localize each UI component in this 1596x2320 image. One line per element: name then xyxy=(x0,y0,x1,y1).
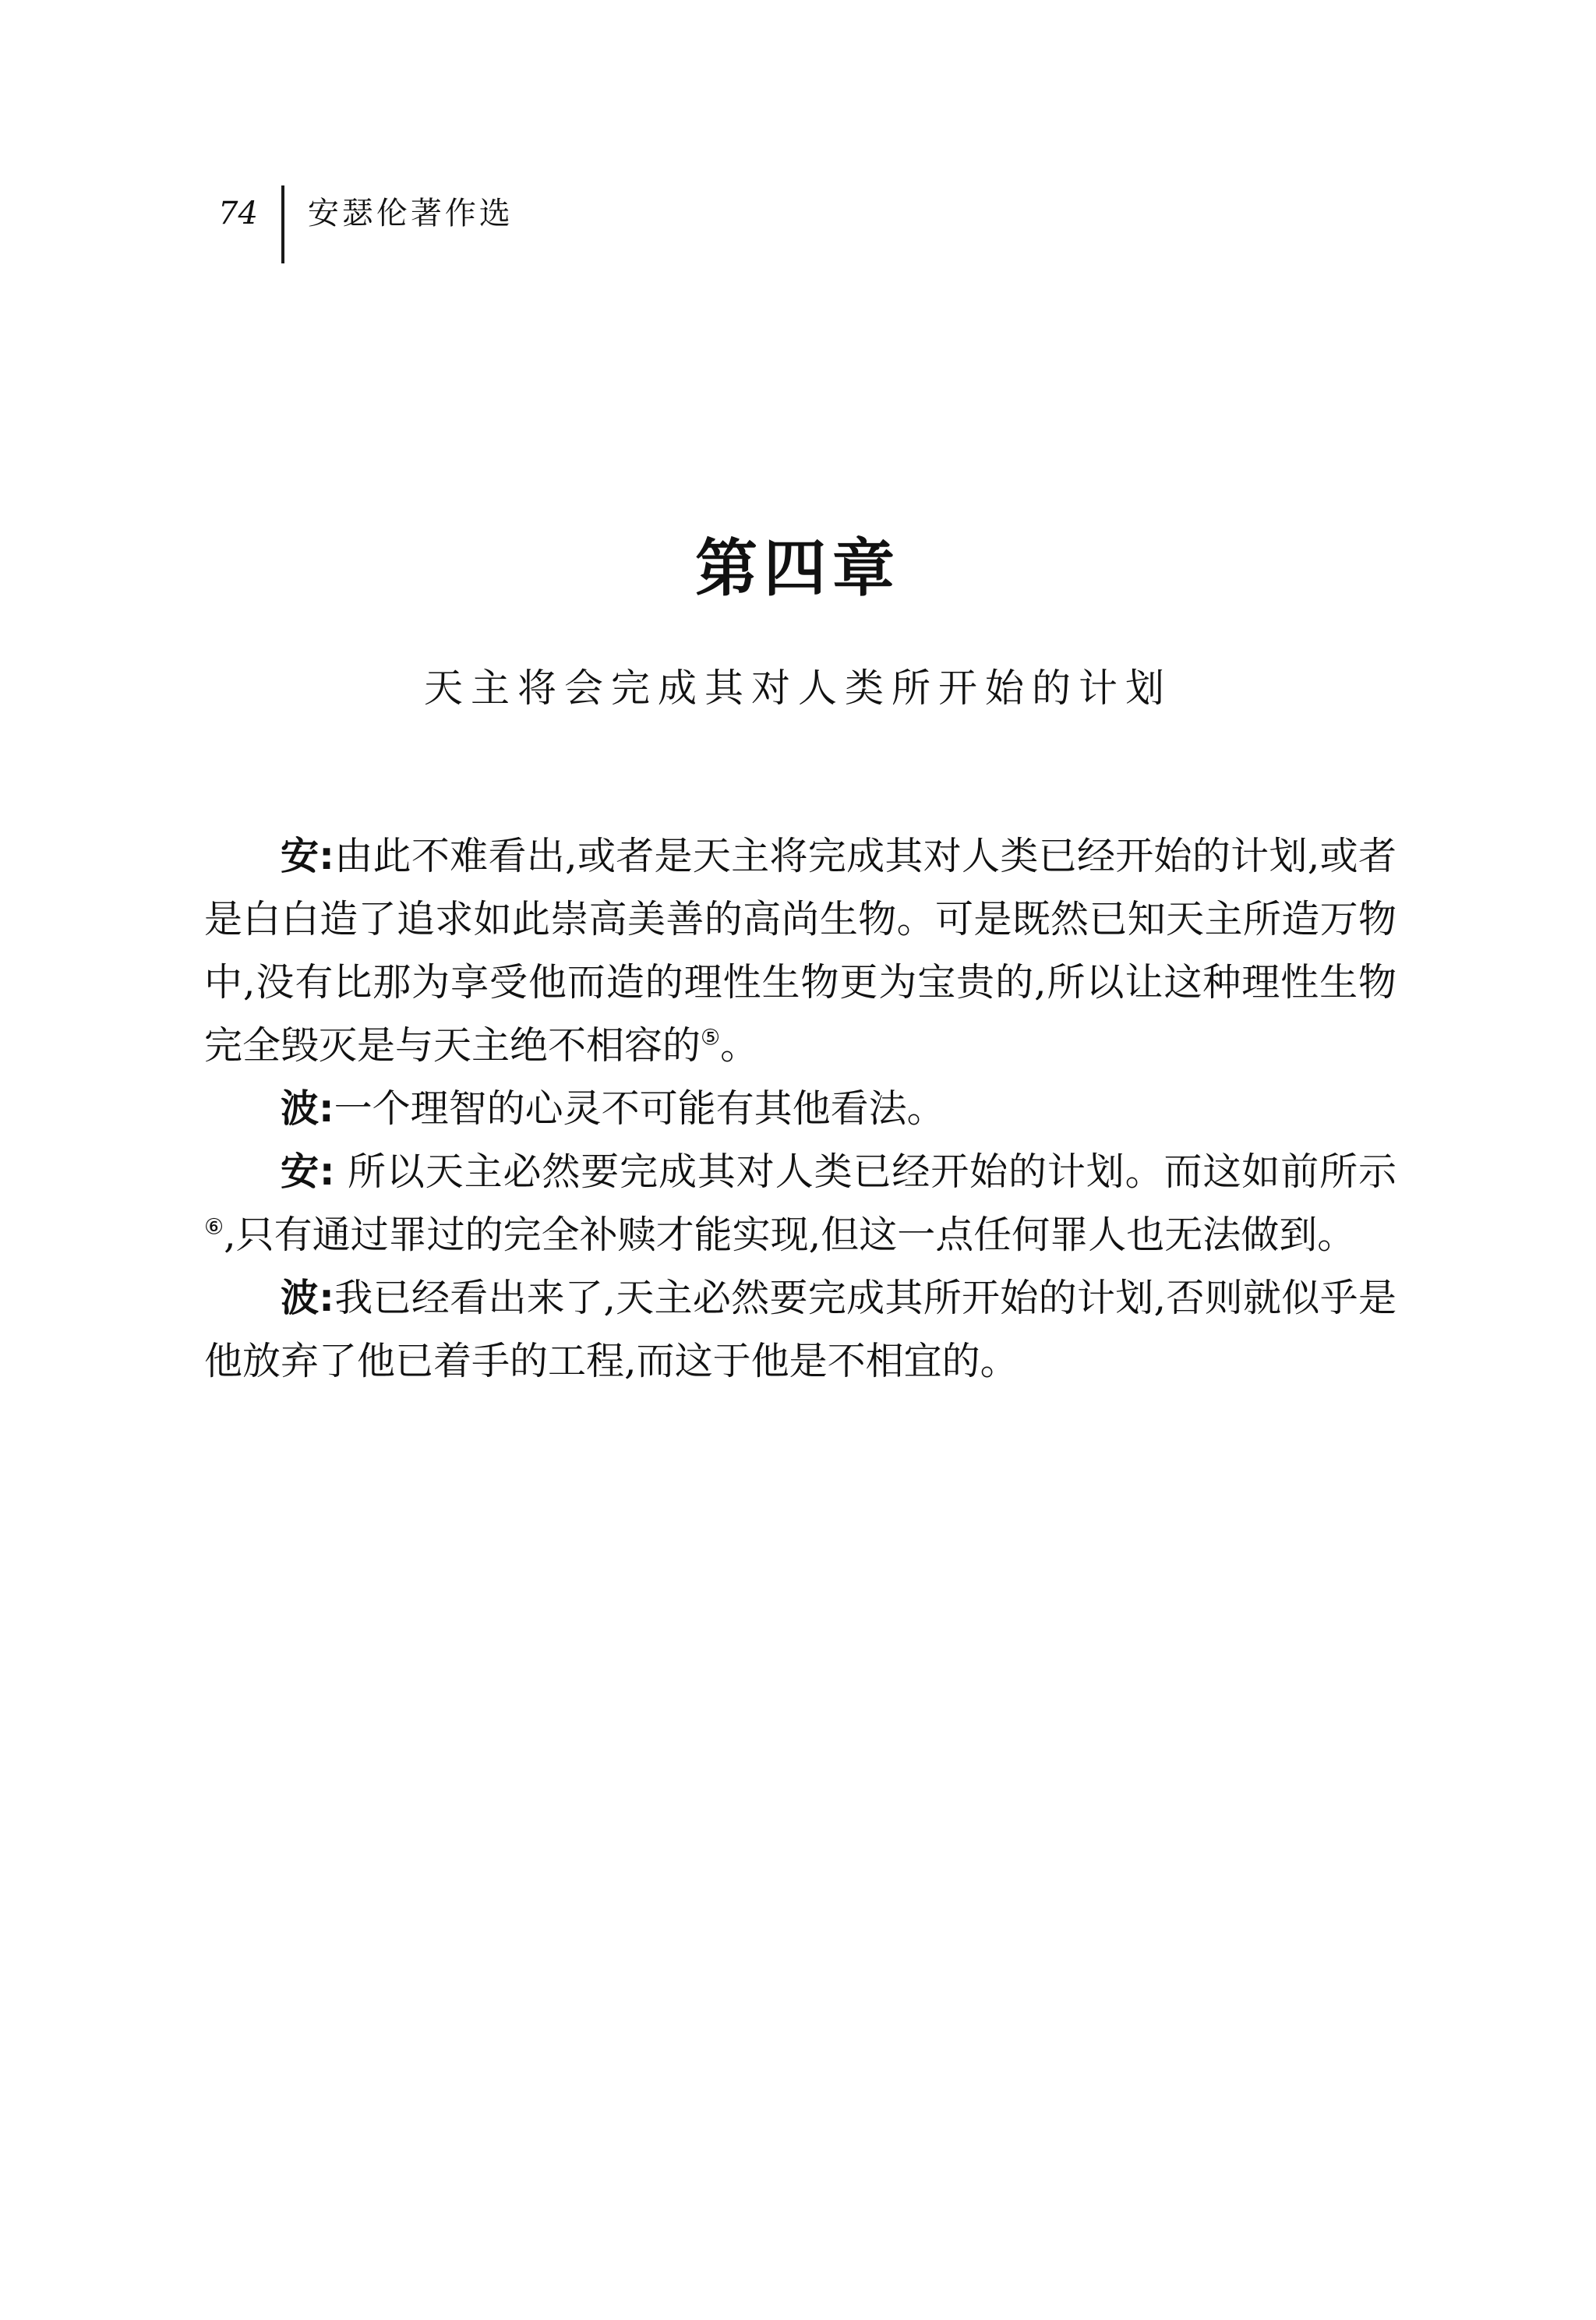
dialogue-paragraph xyxy=(204,1077,1396,1140)
speaker-label: 波: xyxy=(281,1276,334,1320)
running-header xyxy=(218,185,514,271)
footnote-marker: ⑥ xyxy=(204,1213,224,1240)
paragraph-text: 由此不难看出,或者是天主将完成其对人类已经开始的计划,或者是白白造了追求如此崇高美善的高尚生物。可是既然已知天主所造万物中,没有比那为享受他而造的理性生物更为宝贵的,所以让这种理性生物完全毁灭是与天主绝不相容的 xyxy=(204,834,1396,1068)
speaker-label: 波: xyxy=(281,1086,334,1131)
footnote-marker: ⑤ xyxy=(701,1024,721,1051)
dialogue-paragraph xyxy=(204,1140,1396,1266)
dialogue-paragraph xyxy=(204,825,1396,1077)
paragraph-text: 所以天主必然要完成其对人类已经开始的计划。而这如前所示 xyxy=(334,1149,1396,1194)
speaker-label: 安: xyxy=(281,834,334,878)
paragraph-text-tail: ,只有通过罪过的完全补赎才能实现,但这一点任何罪人也无法做到。 xyxy=(224,1213,1356,1257)
chapter-subtitle: 天主将会完成其对人类所开始的计划 xyxy=(424,666,1172,711)
header-divider xyxy=(281,185,284,263)
paragraph-text: 我已经看出来了,天主必然要完成其所开始的计划,否则就似乎是他放弃了他已着手的工程,而这于他是不相宜的。 xyxy=(204,1276,1396,1383)
chapter-title: 第四章 xyxy=(695,532,901,605)
running-book-title: 安瑟伦著作选 xyxy=(307,196,514,231)
page-number: 74 xyxy=(218,196,258,231)
dialogue-paragraph xyxy=(204,1266,1396,1393)
paragraph-text-tail: 。 xyxy=(720,1023,759,1068)
speaker-label: 安: xyxy=(281,1149,335,1194)
body-text xyxy=(204,825,1396,1393)
paragraph-text: 一个理智的心灵不可能有其他看法。 xyxy=(334,1086,945,1131)
